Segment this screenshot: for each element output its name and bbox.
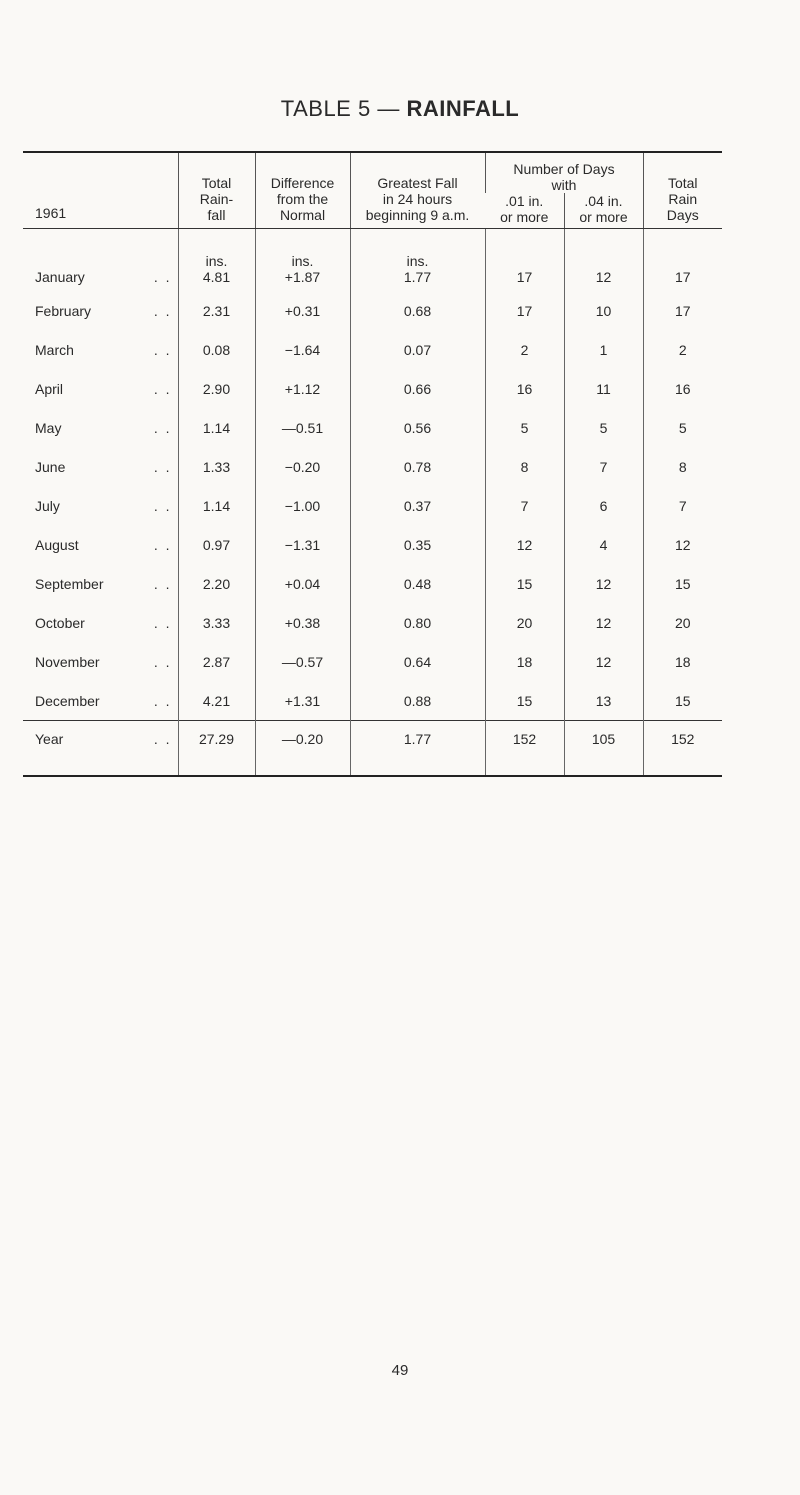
cell-value: 13: [595, 692, 612, 709]
table-row: [23, 642, 722, 681]
cell-value: 7: [520, 497, 529, 514]
days-01-cell: [485, 525, 564, 564]
header-total-rain-days: Total Rain Days: [643, 152, 722, 229]
total-rainfall-cell: [178, 291, 255, 330]
days-01-cell: [485, 564, 564, 603]
difference-cell: [255, 564, 350, 603]
leader-dots: . .: [153, 575, 172, 592]
month-cell: [23, 564, 178, 603]
cell-value: 0.08: [202, 341, 231, 358]
page-number: 49: [391, 1362, 409, 1379]
days-04-cell: [564, 408, 643, 447]
days-04-cell: [564, 291, 643, 330]
days-01-cell: [485, 369, 564, 408]
cell-value: 17: [674, 269, 691, 285]
total-rainfall-cell: [178, 229, 255, 292]
table-row: [23, 229, 722, 292]
cell-value: 0.78: [403, 458, 432, 475]
leader-dots: . .: [153, 380, 172, 397]
header-difference: Difference from the Normal: [255, 152, 350, 229]
year-total-difference: —0.20: [255, 721, 350, 777]
cell-value: 11: [596, 380, 611, 397]
cell-value: 17: [674, 302, 691, 319]
year-total-rain-days: 152: [643, 721, 722, 777]
cell-value: —0.57: [281, 653, 324, 670]
rain-days-cell: [643, 681, 722, 721]
cell-value: +0.04: [284, 575, 321, 592]
cell-value: —0.51: [281, 419, 324, 436]
cell-value: 1.14: [202, 419, 231, 436]
rain-days-cell: [643, 291, 722, 330]
table-row: [23, 291, 722, 330]
total-rainfall-cell: [178, 369, 255, 408]
cell-value: 20: [516, 614, 533, 631]
cell-value: 1: [599, 341, 608, 358]
leader-dots: . .: [153, 341, 172, 358]
month-cell: [23, 447, 178, 486]
cell-value: 17: [516, 302, 533, 319]
table-row: [23, 408, 722, 447]
days-04-cell: [564, 447, 643, 486]
leader-dots: . .: [153, 692, 172, 709]
month-cell: [23, 369, 178, 408]
cell-value: 0.97: [202, 536, 231, 553]
table-row: [23, 486, 722, 525]
cell-value: 4.81: [202, 269, 231, 285]
rain-days-cell: [643, 564, 722, 603]
cell-value: 2: [520, 341, 529, 358]
leader-dots: . .: [153, 614, 172, 631]
year-total-days-04: 105: [564, 721, 643, 777]
cell-value: 0.68: [403, 302, 432, 319]
cell-value: 3.33: [202, 614, 231, 631]
total-rainfall-cell: [178, 681, 255, 721]
difference-cell: [255, 229, 350, 292]
rain-days-cell: [643, 603, 722, 642]
month-label: August: [35, 536, 79, 553]
rain-days-cell: [643, 525, 722, 564]
table-row: [23, 564, 722, 603]
cell-value: 4: [599, 536, 608, 553]
table-row: [23, 330, 722, 369]
cell-value: +1.12: [284, 380, 321, 397]
month-label: September: [35, 575, 104, 592]
month-cell: [23, 408, 178, 447]
rain-days-cell: [643, 408, 722, 447]
days-04-cell: [564, 330, 643, 369]
difference-cell: [255, 681, 350, 721]
cell-value: 2.90: [202, 380, 231, 397]
cell-value: 2.87: [202, 653, 231, 670]
month-label: April: [35, 380, 64, 397]
cell-value: 18: [516, 653, 533, 670]
cell-value: +1.31: [284, 692, 321, 709]
header-total-rainfall: Total Rain- fall: [178, 152, 255, 229]
month-label: July: [35, 497, 60, 514]
cell-value: 0.37: [403, 497, 432, 514]
cell-value: 8: [520, 458, 529, 475]
cell-value: 6: [599, 497, 608, 514]
days-01-cell: [485, 447, 564, 486]
month-cell: [23, 642, 178, 681]
header-days-01: .01 in. or more: [485, 193, 564, 229]
header-days-04: .04 in. or more: [564, 193, 643, 229]
leader-dots: . .: [153, 458, 172, 475]
cell-value: 17: [516, 269, 533, 285]
greatest-fall-cell: [350, 564, 485, 603]
cell-value: 15: [516, 575, 533, 592]
cell-value: 12: [595, 653, 612, 670]
difference-cell: [255, 291, 350, 330]
cell-value: 12: [674, 536, 691, 553]
days-04-cell: [564, 642, 643, 681]
year-total-rainfall: 27.29: [178, 721, 255, 777]
total-rainfall-cell: [178, 447, 255, 486]
month-cell: [23, 525, 178, 564]
greatest-fall-cell: [350, 447, 485, 486]
leader-dots: . .: [153, 419, 172, 436]
year-total-label: Year . .: [23, 721, 178, 777]
year-total-row: [23, 721, 722, 777]
month-cell: [23, 486, 178, 525]
table-row: [23, 369, 722, 408]
month-label: November: [35, 653, 100, 670]
total-rainfall-cell: [178, 564, 255, 603]
days-01-cell: [485, 486, 564, 525]
greatest-fall-cell: [350, 681, 485, 721]
month-label: October: [35, 614, 85, 631]
total-rainfall-cell: [178, 525, 255, 564]
days-01-cell: [485, 291, 564, 330]
year-total-days-01: 152: [485, 721, 564, 777]
rain-days-cell: [643, 642, 722, 681]
days-04-cell: [564, 564, 643, 603]
cell-value: 16: [674, 380, 691, 397]
cell-value: 7: [599, 458, 608, 475]
difference-cell: [255, 525, 350, 564]
title-emphasis: RAINFALL: [406, 96, 520, 121]
greatest-fall-cell: [350, 408, 485, 447]
days-04-cell: [564, 229, 643, 292]
difference-cell: [255, 330, 350, 369]
rain-days-cell: [643, 330, 722, 369]
days-01-cell: [485, 642, 564, 681]
page-title: [0, 96, 800, 122]
cell-value: 15: [674, 575, 691, 592]
days-01-cell: [485, 408, 564, 447]
cell-value: 0.35: [403, 536, 432, 553]
cell-value: 4.21: [202, 692, 231, 709]
leader-dots: . .: [153, 497, 172, 514]
table-footer: [23, 721, 722, 777]
month-label: February: [35, 302, 92, 319]
days-04-cell: [564, 681, 643, 721]
total-rainfall-cell: [178, 330, 255, 369]
greatest-fall-cell: [350, 291, 485, 330]
rainfall-table: [23, 151, 722, 777]
greatest-fall-cell: [350, 330, 485, 369]
difference-cell: [255, 486, 350, 525]
unit-label: ins.: [406, 253, 429, 269]
month-label: May: [35, 419, 62, 436]
cell-value: −1.64: [284, 341, 321, 358]
cell-value: +1.87: [284, 269, 321, 285]
title-prefix: TABLE 5 —: [280, 96, 407, 121]
month-cell: [23, 681, 178, 721]
cell-value: 2.31: [202, 302, 231, 319]
header-number-of-days: Number of Days with: [485, 152, 643, 193]
cell-value: −1.00: [284, 497, 321, 514]
cell-value: 15: [674, 692, 691, 709]
month-label: June: [35, 458, 66, 475]
month-cell: [23, 229, 178, 292]
month-cell: [23, 291, 178, 330]
leader-dots: . .: [153, 653, 172, 670]
cell-value: +0.31: [284, 302, 321, 319]
greatest-fall-cell: [350, 229, 485, 292]
rain-days-cell: [643, 369, 722, 408]
cell-value: 0.07: [403, 341, 432, 358]
cell-value: 2.20: [202, 575, 231, 592]
cell-value: 0.64: [403, 653, 432, 670]
cell-value: 12: [516, 536, 533, 553]
cell-value: 18: [674, 653, 691, 670]
cell-value: 15: [516, 692, 533, 709]
rain-days-cell: [643, 486, 722, 525]
greatest-fall-cell: [350, 603, 485, 642]
cell-value: +0.38: [284, 614, 321, 631]
cell-value: 5: [520, 419, 529, 436]
cell-value: 0.66: [403, 380, 432, 397]
total-rainfall-cell: [178, 603, 255, 642]
difference-cell: [255, 642, 350, 681]
total-rainfall-cell: [178, 486, 255, 525]
table-body: [23, 229, 722, 721]
month-cell: [23, 330, 178, 369]
days-04-cell: [564, 603, 643, 642]
cell-value: −1.31: [284, 536, 321, 553]
cell-value: 12: [595, 575, 612, 592]
year-total-greatest: 1.77: [350, 721, 485, 777]
header-year: 1961: [23, 152, 178, 229]
rain-days-cell: [643, 447, 722, 486]
table-row: [23, 603, 722, 642]
table-row: [23, 525, 722, 564]
days-04-cell: [564, 525, 643, 564]
table-row: [23, 447, 722, 486]
difference-cell: [255, 603, 350, 642]
month-cell: [23, 603, 178, 642]
days-01-cell: [485, 330, 564, 369]
greatest-fall-cell: [350, 642, 485, 681]
table-header: [23, 152, 722, 229]
leader-dots: . .: [153, 269, 172, 285]
total-rainfall-cell: [178, 642, 255, 681]
leader-dots: . .: [153, 536, 172, 553]
greatest-fall-cell: [350, 525, 485, 564]
cell-value: 12: [595, 269, 612, 285]
cell-value: 5: [599, 419, 608, 436]
difference-cell: [255, 447, 350, 486]
days-04-cell: [564, 486, 643, 525]
days-01-cell: [485, 229, 564, 292]
greatest-fall-cell: [350, 369, 485, 408]
table-row: [23, 681, 722, 721]
cell-value: 2: [678, 341, 687, 358]
leader-dots: . .: [153, 302, 172, 319]
cell-value: 0.80: [403, 614, 432, 631]
cell-value: 0.48: [403, 575, 432, 592]
month-label: January: [35, 269, 85, 285]
days-01-cell: [485, 603, 564, 642]
days-04-cell: [564, 369, 643, 408]
total-rainfall-cell: [178, 408, 255, 447]
month-label: December: [35, 692, 100, 709]
cell-value: 1.77: [403, 269, 432, 285]
cell-value: 1.14: [202, 497, 231, 514]
cell-value: 5: [678, 419, 687, 436]
cell-value: 7: [678, 497, 687, 514]
unit-label: ins.: [291, 253, 314, 269]
cell-value: 12: [595, 614, 612, 631]
rain-days-cell: [643, 229, 722, 292]
cell-value: 0.88: [403, 692, 432, 709]
cell-value: 0.56: [403, 419, 432, 436]
month-label: March: [35, 341, 74, 358]
cell-value: −0.20: [284, 458, 321, 475]
header-greatest-fall: Greatest Fall in 24 hours beginning 9 a.m.: [350, 152, 485, 229]
cell-value: 1.33: [202, 458, 231, 475]
days-01-cell: [485, 681, 564, 721]
difference-cell: [255, 369, 350, 408]
cell-value: 10: [595, 302, 612, 319]
cell-value: 8: [678, 458, 687, 475]
greatest-fall-cell: [350, 486, 485, 525]
cell-value: 20: [674, 614, 691, 631]
unit-label: ins.: [205, 253, 228, 269]
cell-value: 16: [516, 380, 533, 397]
difference-cell: [255, 408, 350, 447]
